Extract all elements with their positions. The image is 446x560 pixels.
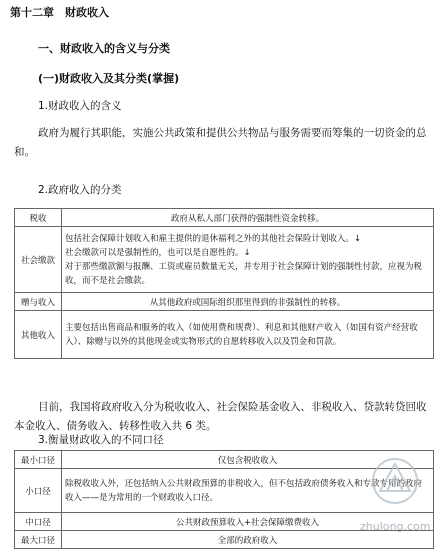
row-label: 其他收入 [15, 311, 62, 359]
row-label: 社会缴款 [15, 227, 62, 293]
content-line: 对于那些缴款额与报酬、工资或雇员数量无关，并专用于社会保障计划的强制性付款，应视为税收，而不是社会缴款。 [65, 261, 423, 286]
row-content [62, 293, 434, 311]
content-line: 社会缴款可以是强制性的，也可以是自愿性的。↓ [65, 247, 251, 258]
row-label: 中口径 [15, 513, 62, 531]
row-content [62, 209, 434, 227]
row-label: 赠与收入 [15, 293, 62, 311]
table-row [15, 531, 434, 549]
item-heading-2: 2.政府收入的分类 [38, 184, 122, 196]
row-content [62, 311, 434, 359]
paragraph-categories: 目前，我国将政府收入分为税收收入、社会保险基金收入、非税收入、贷款转贷回收本金收入、债务收入、转移性收入共 6 类。 [14, 401, 427, 432]
table-row [15, 293, 434, 311]
content-line: 除税收收入外，还包括纳入公共财政预算的非税收入，但不包括政府债务收入和专款专用的政府收入——是为常用的一个财政收入口径。 [65, 478, 423, 503]
row-content [62, 531, 434, 549]
item-heading-3: 3.衡量财政收入的不同口径 [38, 434, 164, 446]
revenue-classification-table [14, 208, 434, 359]
watermark-logo-icon [360, 446, 430, 516]
row-content [62, 227, 434, 293]
item-heading-1: 1.财政收入的含义 [38, 100, 122, 112]
row-label: 小口径 [15, 469, 62, 513]
row-label: 最大口径 [15, 531, 62, 549]
row-label: 税收 [15, 209, 62, 227]
paragraph-definition: 政府为履行其职能，实施公共政策和提供公共物品与服务需要而筹集的一切资金的总和。 [14, 127, 427, 158]
table-row [15, 209, 434, 227]
content-line: 政府从私人部门获得的强制性资金转移。 [170, 213, 324, 224]
content-line: 公共财政预算收入+社会保障缴费收入 [175, 517, 320, 528]
row-label: 最小口径 [15, 451, 62, 469]
content-line: 主要包括出售商品和服务的收入（如使用费和规费）、利息和其他财产收入（如国有资产经营收入）、除赠与以外的其他现金或实物形式的自愿转移收入以及罚金和罚款。 [65, 322, 418, 347]
content-line: 全部的政府收入 [217, 535, 278, 546]
section-heading-1: 一、财政收入的含义与分类 [38, 42, 170, 55]
chapter-title: 第十二章 财政收入 [10, 6, 109, 19]
content-line: 包括社会保障计划收入和雇主提供的退休福利之外的其他社会保险计划收入。↓ [65, 233, 362, 244]
content-line: 从其他政府或国际组织那里得到的非强制性的转移。 [149, 297, 346, 308]
table-row [15, 227, 434, 293]
content-line: 仅包含税收收入 [217, 455, 278, 466]
table-row [15, 311, 434, 359]
section-heading-2: (一)财政收入及其分类(掌握) [38, 72, 180, 85]
watermark-text: zhulong.com [360, 520, 431, 533]
